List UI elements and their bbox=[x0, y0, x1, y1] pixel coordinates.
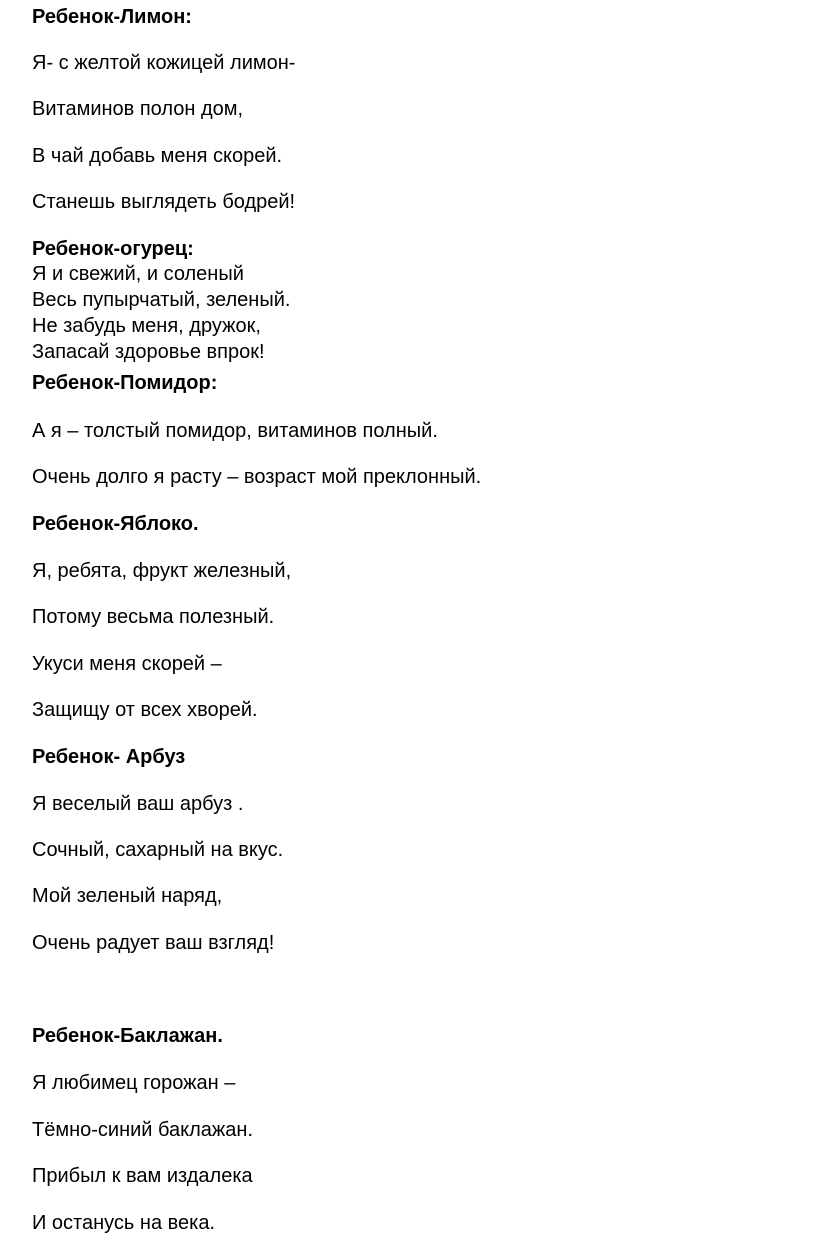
poem-line: Мой зеленый наряд, bbox=[32, 885, 223, 907]
poem-line: И останусь на века. bbox=[32, 1212, 216, 1234]
heading-cucumber: Ребенок-огурец: bbox=[32, 238, 194, 260]
heading-lemon: Ребенок-Лимон: bbox=[32, 6, 192, 28]
poem-line: Я- с желтой кожицей лимон- bbox=[32, 52, 296, 74]
poem-line: Я веселый ваш арбуз . bbox=[32, 793, 244, 815]
poem-line: Запасай здоровье впрок! bbox=[32, 341, 265, 363]
poem-line: Я любимец горожан – bbox=[32, 1072, 236, 1094]
poem-line: Тёмно-синий баклажан. bbox=[32, 1119, 254, 1141]
heading-eggplant: Ребенок-Баклажан. bbox=[32, 1025, 223, 1047]
poem-line: Очень радует ваш взгляд! bbox=[32, 932, 275, 954]
poem-line: Станешь выглядеть бодрей! bbox=[32, 191, 296, 213]
poem-line: Потому весьма полезный. bbox=[32, 606, 275, 628]
poem-line: Очень долго я расту – возраст мой преклонный. bbox=[32, 466, 482, 488]
poem-line: Защищу от всех хворей. bbox=[32, 699, 258, 721]
poem-line: А я – толстый помидор, витаминов полный. bbox=[32, 420, 438, 442]
heading-apple: Ребенок-Яблоко. bbox=[32, 513, 199, 535]
poem-line: Я и свежий, и соленый bbox=[32, 263, 244, 285]
heading-tomato: Ребенок-Помидор: bbox=[32, 372, 218, 394]
poem-line: Сочный, сахарный на вкус. bbox=[32, 839, 284, 861]
poem-line: Витаминов полон дом, bbox=[32, 98, 244, 120]
heading-watermelon: Ребенок- Арбуз bbox=[32, 746, 186, 768]
poem-line: Весь пупырчатый, зеленый. bbox=[32, 289, 291, 311]
poem-line: Я, ребята, фрукт железный, bbox=[32, 560, 292, 582]
poem-line: Укуси меня скорей – bbox=[32, 653, 222, 675]
poem-line: Прибыл к вам издалека bbox=[32, 1165, 253, 1187]
poem-line: В чай добавь меня скорей. bbox=[32, 145, 283, 167]
poem-line: Не забудь меня, дружок, bbox=[32, 315, 261, 337]
